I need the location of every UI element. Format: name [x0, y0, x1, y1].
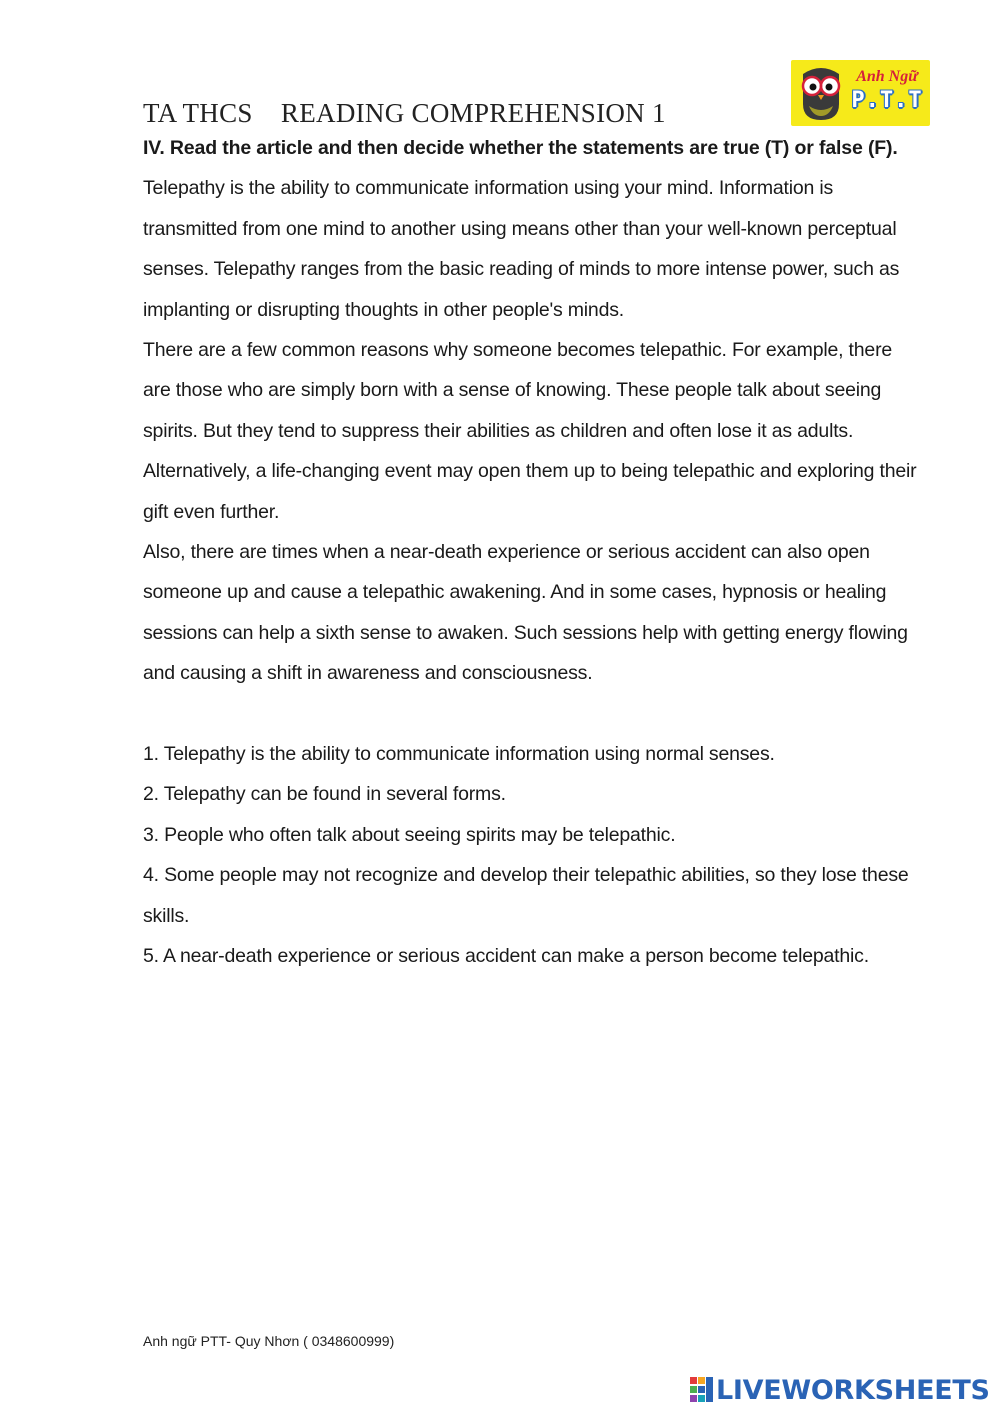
statement-item: 4. Some people may not recognize and develop their telepathic abilities, so they lose these skills.	[143, 864, 909, 927]
statement-item: 2. Telepathy can be found in several forms.	[143, 783, 506, 806]
spacer	[143, 694, 923, 734]
liveworksheets-logo-icon	[690, 1376, 714, 1404]
page-title: TA THCS READING COMPREHENSION 1	[143, 98, 666, 128]
worksheet-body	[143, 128, 923, 977]
reading-passage	[143, 168, 923, 693]
passage-paragraph: Also, there are times when a near-death experience or serious accident can also open someone up and cause a telepathic awakening. And in some cases, hypnosis or healing sessions can help a sixth sense to awaken. Such sessions help with getting energy flowing and causing a shift in awareness and consciousness.	[143, 541, 908, 685]
statement-item: 1. Telepathy is the ability to communicate information using normal senses.	[143, 743, 775, 766]
instruction-heading: IV. Read the article and then decide whether the statements are true (T) or false (F).	[143, 137, 898, 159]
statement-item: 5. A near-death experience or serious accident can make a person become telepathic.	[143, 945, 869, 968]
brand-logo	[791, 60, 930, 126]
footer-contact: Anh ngữ PTT- Quy Nhơn ( 0348600999)	[143, 1333, 395, 1349]
logo-text-bottom: P.T.T	[851, 88, 923, 113]
passage-paragraph: Telepathy is the ability to communicate information using your mind. Information is transmitted from one mind to another using means other than your well-known perceptual senses. Telepathy ranges from the basic reading of minds to more intense power, such as implanting or disrupting thoughts in other people's minds.	[143, 177, 900, 321]
owl-icon	[795, 64, 847, 122]
statement-item: 3. People who often talk about seeing spirits may be telepathic.	[143, 823, 676, 846]
liveworksheets-watermark	[690, 1374, 990, 1406]
passage-paragraph: There are a few common reasons why someone becomes telepathic. For example, there are those who are simply born with a sense of knowing. These people talk about seeing spirits. But they tend to suppress their abilities as children and often lose it as adults. Alternatively, a life-changing event may open them up to being telepathic and exploring their gift even further.	[143, 339, 917, 523]
liveworksheets-wordmark: LIVEWORKSHEETS	[716, 1374, 990, 1406]
statement-list	[143, 734, 923, 976]
logo-text-top: Anh Ngữ	[856, 68, 918, 85]
